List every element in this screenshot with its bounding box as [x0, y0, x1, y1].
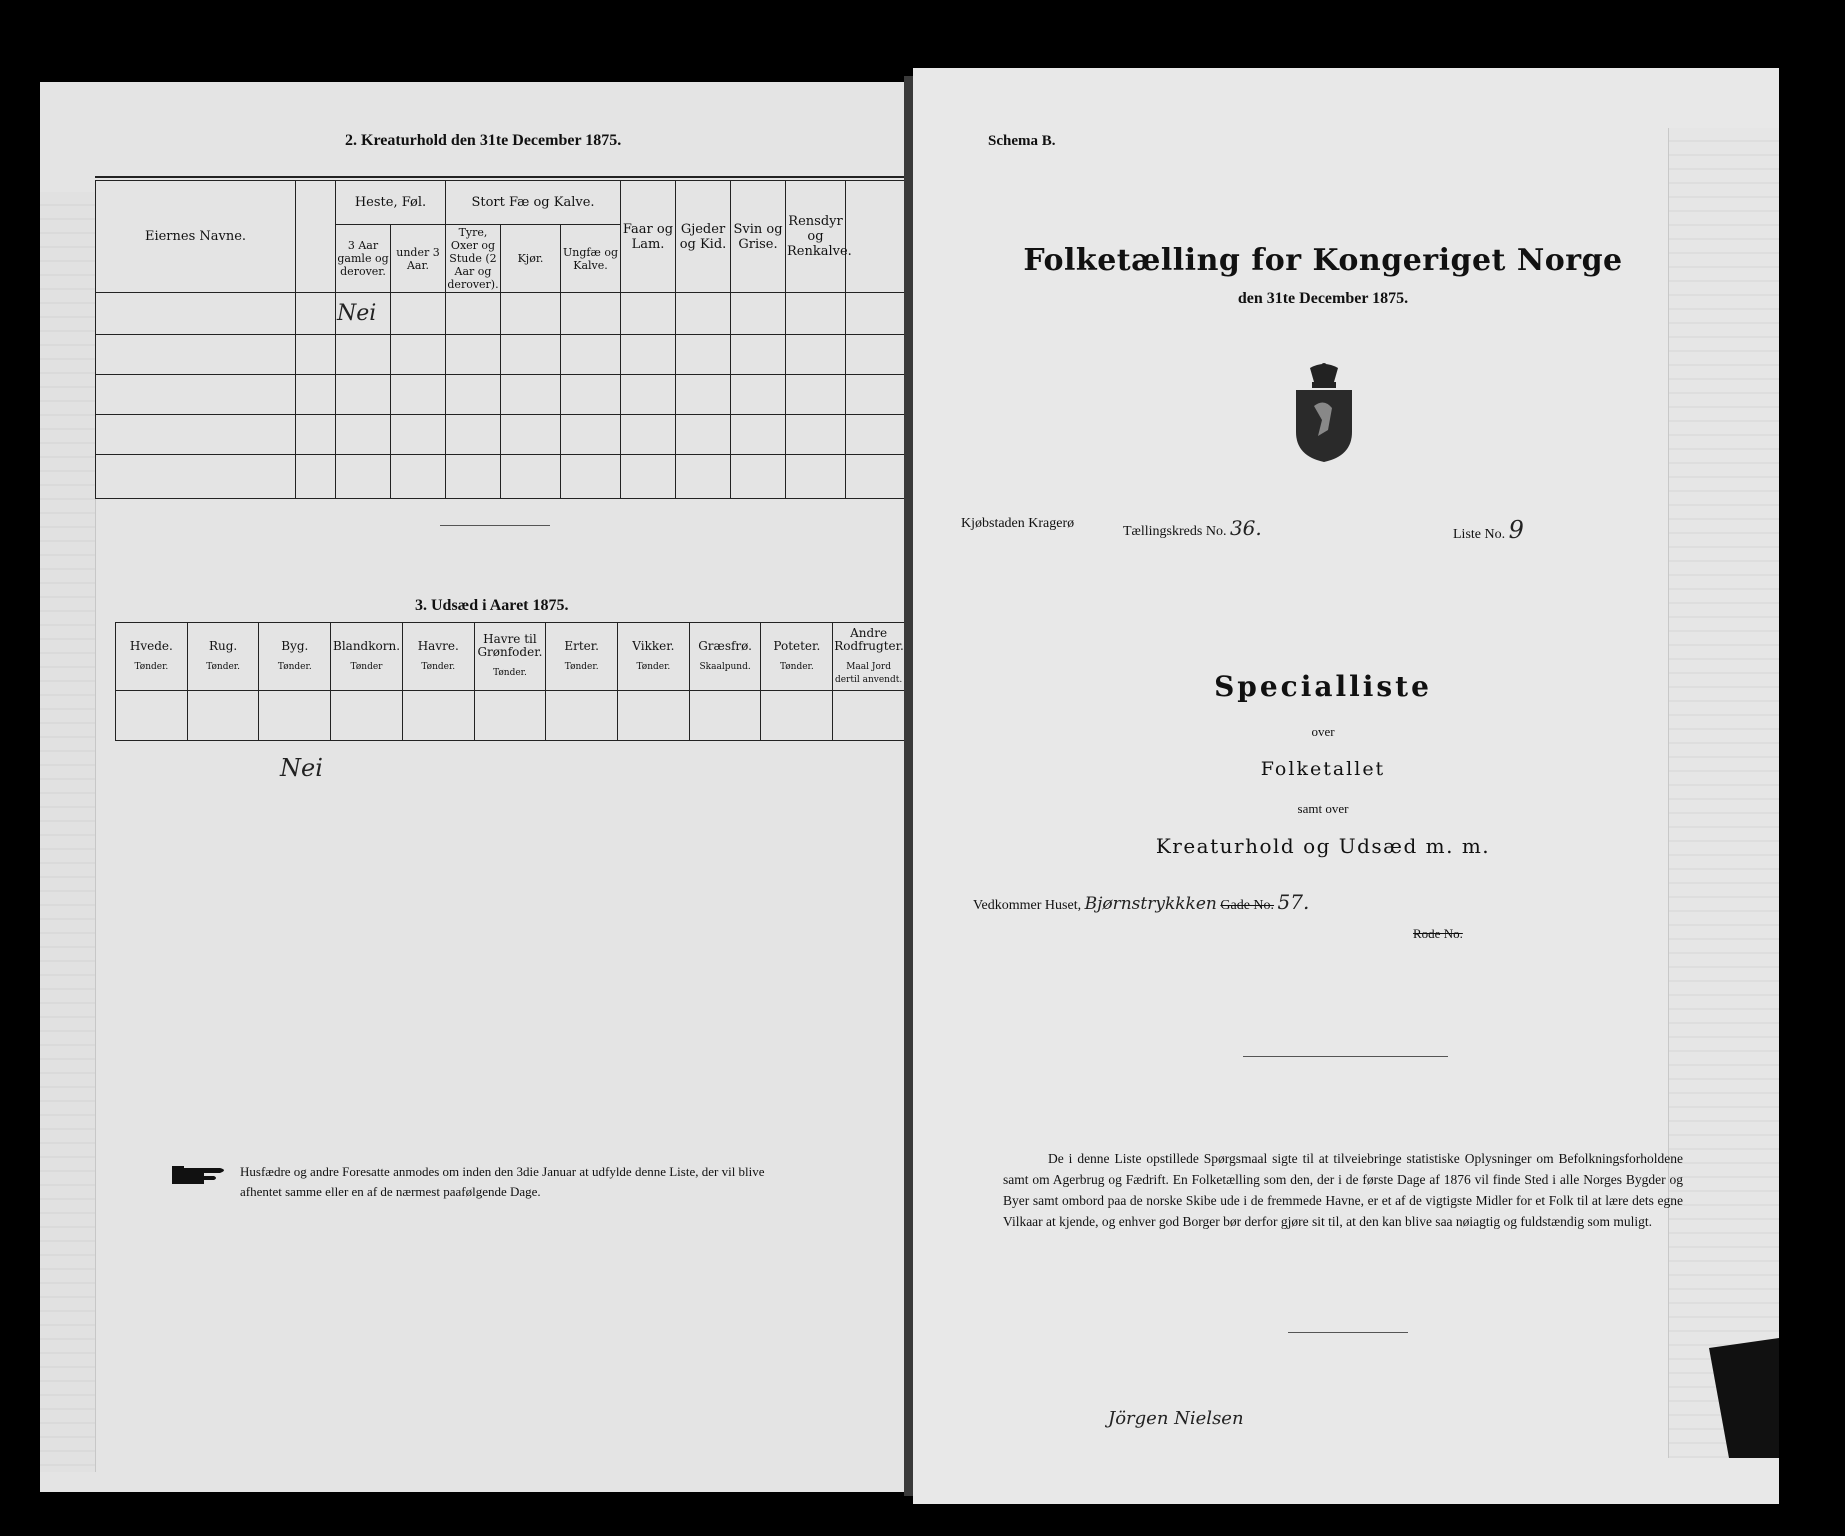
livestock-entry: Nei: [337, 301, 377, 326]
owner-name-header: Eiernes Navne.: [96, 181, 296, 293]
seed-col-header: [402, 623, 474, 691]
seed-cell: [402, 691, 474, 741]
census-date: den 31te December 1875.: [1237, 290, 1409, 307]
calves-header: Ungfæ og Kalve.: [561, 225, 621, 293]
house-name: Bjørnstrykkken: [1084, 894, 1217, 914]
kreds-label: Tællingskreds No.: [1123, 524, 1227, 539]
seed-col-name: Rug.: [208, 638, 238, 653]
horses-header: Heste, Føl.: [336, 181, 446, 225]
seed-cell: [761, 691, 833, 741]
signature: Jörgen Nielsen: [1108, 1408, 1244, 1429]
folketallet-text: Folketallet: [1260, 758, 1386, 780]
seed-col-name: Poteter.: [773, 638, 821, 653]
divider-rule-2: [1288, 1332, 1408, 1333]
liste-label: Liste No.: [1453, 527, 1506, 542]
seed-col-unit: Skaalpund.: [699, 661, 751, 672]
right-margin-column: [1668, 128, 1779, 1458]
seed-cell: [618, 691, 690, 741]
schema-label: Schema B.: [988, 133, 1056, 149]
samt-over-text: samt over: [1297, 801, 1349, 816]
right-page: [913, 68, 1779, 1504]
blank-col: [296, 181, 336, 293]
seed-col-name: Græsfrø.: [698, 638, 752, 653]
livestock-table: [95, 180, 906, 499]
seed-col-unit: Tønder.: [277, 661, 312, 672]
instruction-notice: Husfædre og andre Foresatte anmodes om inden den 3die Januar at udfylde denne Liste, der vil blive afhentet samme eller en af de nærmest paafølgende Dage.: [240, 1164, 765, 1199]
house-label: Vedkommer Huset,: [973, 898, 1082, 913]
section-3-title: 3. Udsæd i Aaret 1875.: [415, 597, 569, 614]
norway-coat-of-arms-icon: [1288, 360, 1360, 464]
seed-col-name: Erter.: [564, 638, 599, 653]
seed-col-name: Andre Rodfrugter.: [834, 625, 904, 653]
seed-cell: [259, 691, 331, 741]
seed-col-header: [833, 623, 905, 691]
horses-3yr-header: 3 Aar gamle og derover.: [336, 225, 391, 293]
seed-col-header: [761, 623, 833, 691]
house-number: 57.: [1277, 890, 1310, 914]
seed-col-unit: Tønder.: [134, 661, 169, 672]
seed-col-unit: Tønder: [350, 661, 383, 672]
seed-col-name: Blandkorn.: [333, 638, 401, 653]
seed-col-header: [618, 623, 690, 691]
seed-cell: [116, 691, 188, 741]
section-2-title: 2. Kreaturhold den 31te December 1875.: [345, 132, 622, 149]
seed-col-header: [116, 623, 188, 691]
blank-col-end: [846, 181, 906, 293]
statistics-paragraph: De i denne Liste opstillede Spørgsmaal sigte til at tilveiebringe statistiske Oplysninger om Befolkningsforholdene samt om Agerbrug og Fædrift. En Folketælling som den, der i de første Dage af 1876 vil finde Sted i alle Norges Bygder og Byer samt ombord paa de norske Skibe ude i de fremmede Havne, er et af de vigtigste Midler for et Folk til at lære dets egne Vilkaar at kjende, og enhver god Borger bør derfor gjøre sit til, at den kan blive saa nøiagtig og fuldstændig som muligt.: [1003, 1151, 1683, 1229]
seed-col-header: [474, 623, 546, 691]
seed-col-name: Havre til Grønfoder.: [477, 632, 543, 659]
seed-col-name: Vikker.: [632, 638, 675, 653]
divider-rule: [1243, 1056, 1448, 1057]
top-rule: [95, 176, 905, 178]
gade-label: Gade No.: [1220, 898, 1275, 913]
over-text-1: over: [1311, 724, 1335, 739]
seed-col-name: Havre.: [417, 638, 459, 653]
rode-label: Rode No.: [1413, 926, 1463, 941]
seed-col-header: [187, 623, 259, 691]
kreds-number: 36.: [1229, 516, 1262, 540]
bulls-header: Tyre, Oxer og Stude (2 Aar og derover).: [447, 226, 499, 291]
census-title: Folketælling for Kongeriget Norge: [1023, 243, 1623, 278]
seed-col-header: [259, 623, 331, 691]
seed-col-header: [331, 623, 403, 691]
special-list-heading: Specialliste: [1214, 670, 1432, 703]
kjobstad-label: Kjøbstaden: [961, 516, 1025, 531]
seed-cell: [331, 691, 403, 741]
seed-cell: [689, 691, 761, 741]
seed-col-unit: Maal Jord dertil anvendt.: [834, 661, 903, 685]
reindeer-header: Rensdyr og Renkalve.: [786, 181, 846, 293]
pigs-header: Svin og Grise.: [731, 181, 786, 293]
sheep-header: Faar og Lam.: [621, 181, 676, 293]
seed-cell: [833, 691, 905, 741]
seed-col-unit: Tønder.: [564, 661, 599, 672]
seed-col-header: [546, 623, 618, 691]
seed-col-unit: Tønder.: [206, 661, 240, 672]
cattle-header: Stort Fæ og Kalve.: [446, 181, 621, 225]
seed-entry: Nei: [280, 754, 323, 782]
seed-col-unit: Tønder.: [636, 661, 671, 672]
seed-cell: [187, 691, 259, 741]
seed-col-header: [689, 623, 761, 691]
corner-tab-icon: [1689, 1338, 1779, 1458]
left-page: [40, 82, 908, 1492]
kjobstad-value: Kragerø: [1028, 516, 1075, 531]
left-margin-column: [40, 192, 96, 1472]
liste-number: 9: [1508, 516, 1524, 544]
goats-header: Gjeder og Kid.: [676, 181, 731, 293]
pointing-hand-icon: [170, 1160, 232, 1188]
seed-table: [115, 622, 905, 741]
seed-col-unit: Tønder.: [779, 661, 814, 672]
seed-col-name: Byg.: [281, 638, 309, 653]
seed-col-unit: Tønder.: [421, 661, 456, 672]
seed-col-unit: Tønder.: [493, 668, 527, 678]
short-rule: [440, 525, 550, 526]
kreaturhold-text: Kreaturhold og Udsæd m. m.: [1155, 834, 1491, 858]
seed-cell: [546, 691, 618, 741]
seed-cell: [474, 691, 546, 741]
seed-col-name: Hvede.: [129, 638, 173, 653]
cows-header: Kjør.: [501, 225, 561, 293]
horses-under3-header: under 3 Aar.: [391, 225, 446, 293]
